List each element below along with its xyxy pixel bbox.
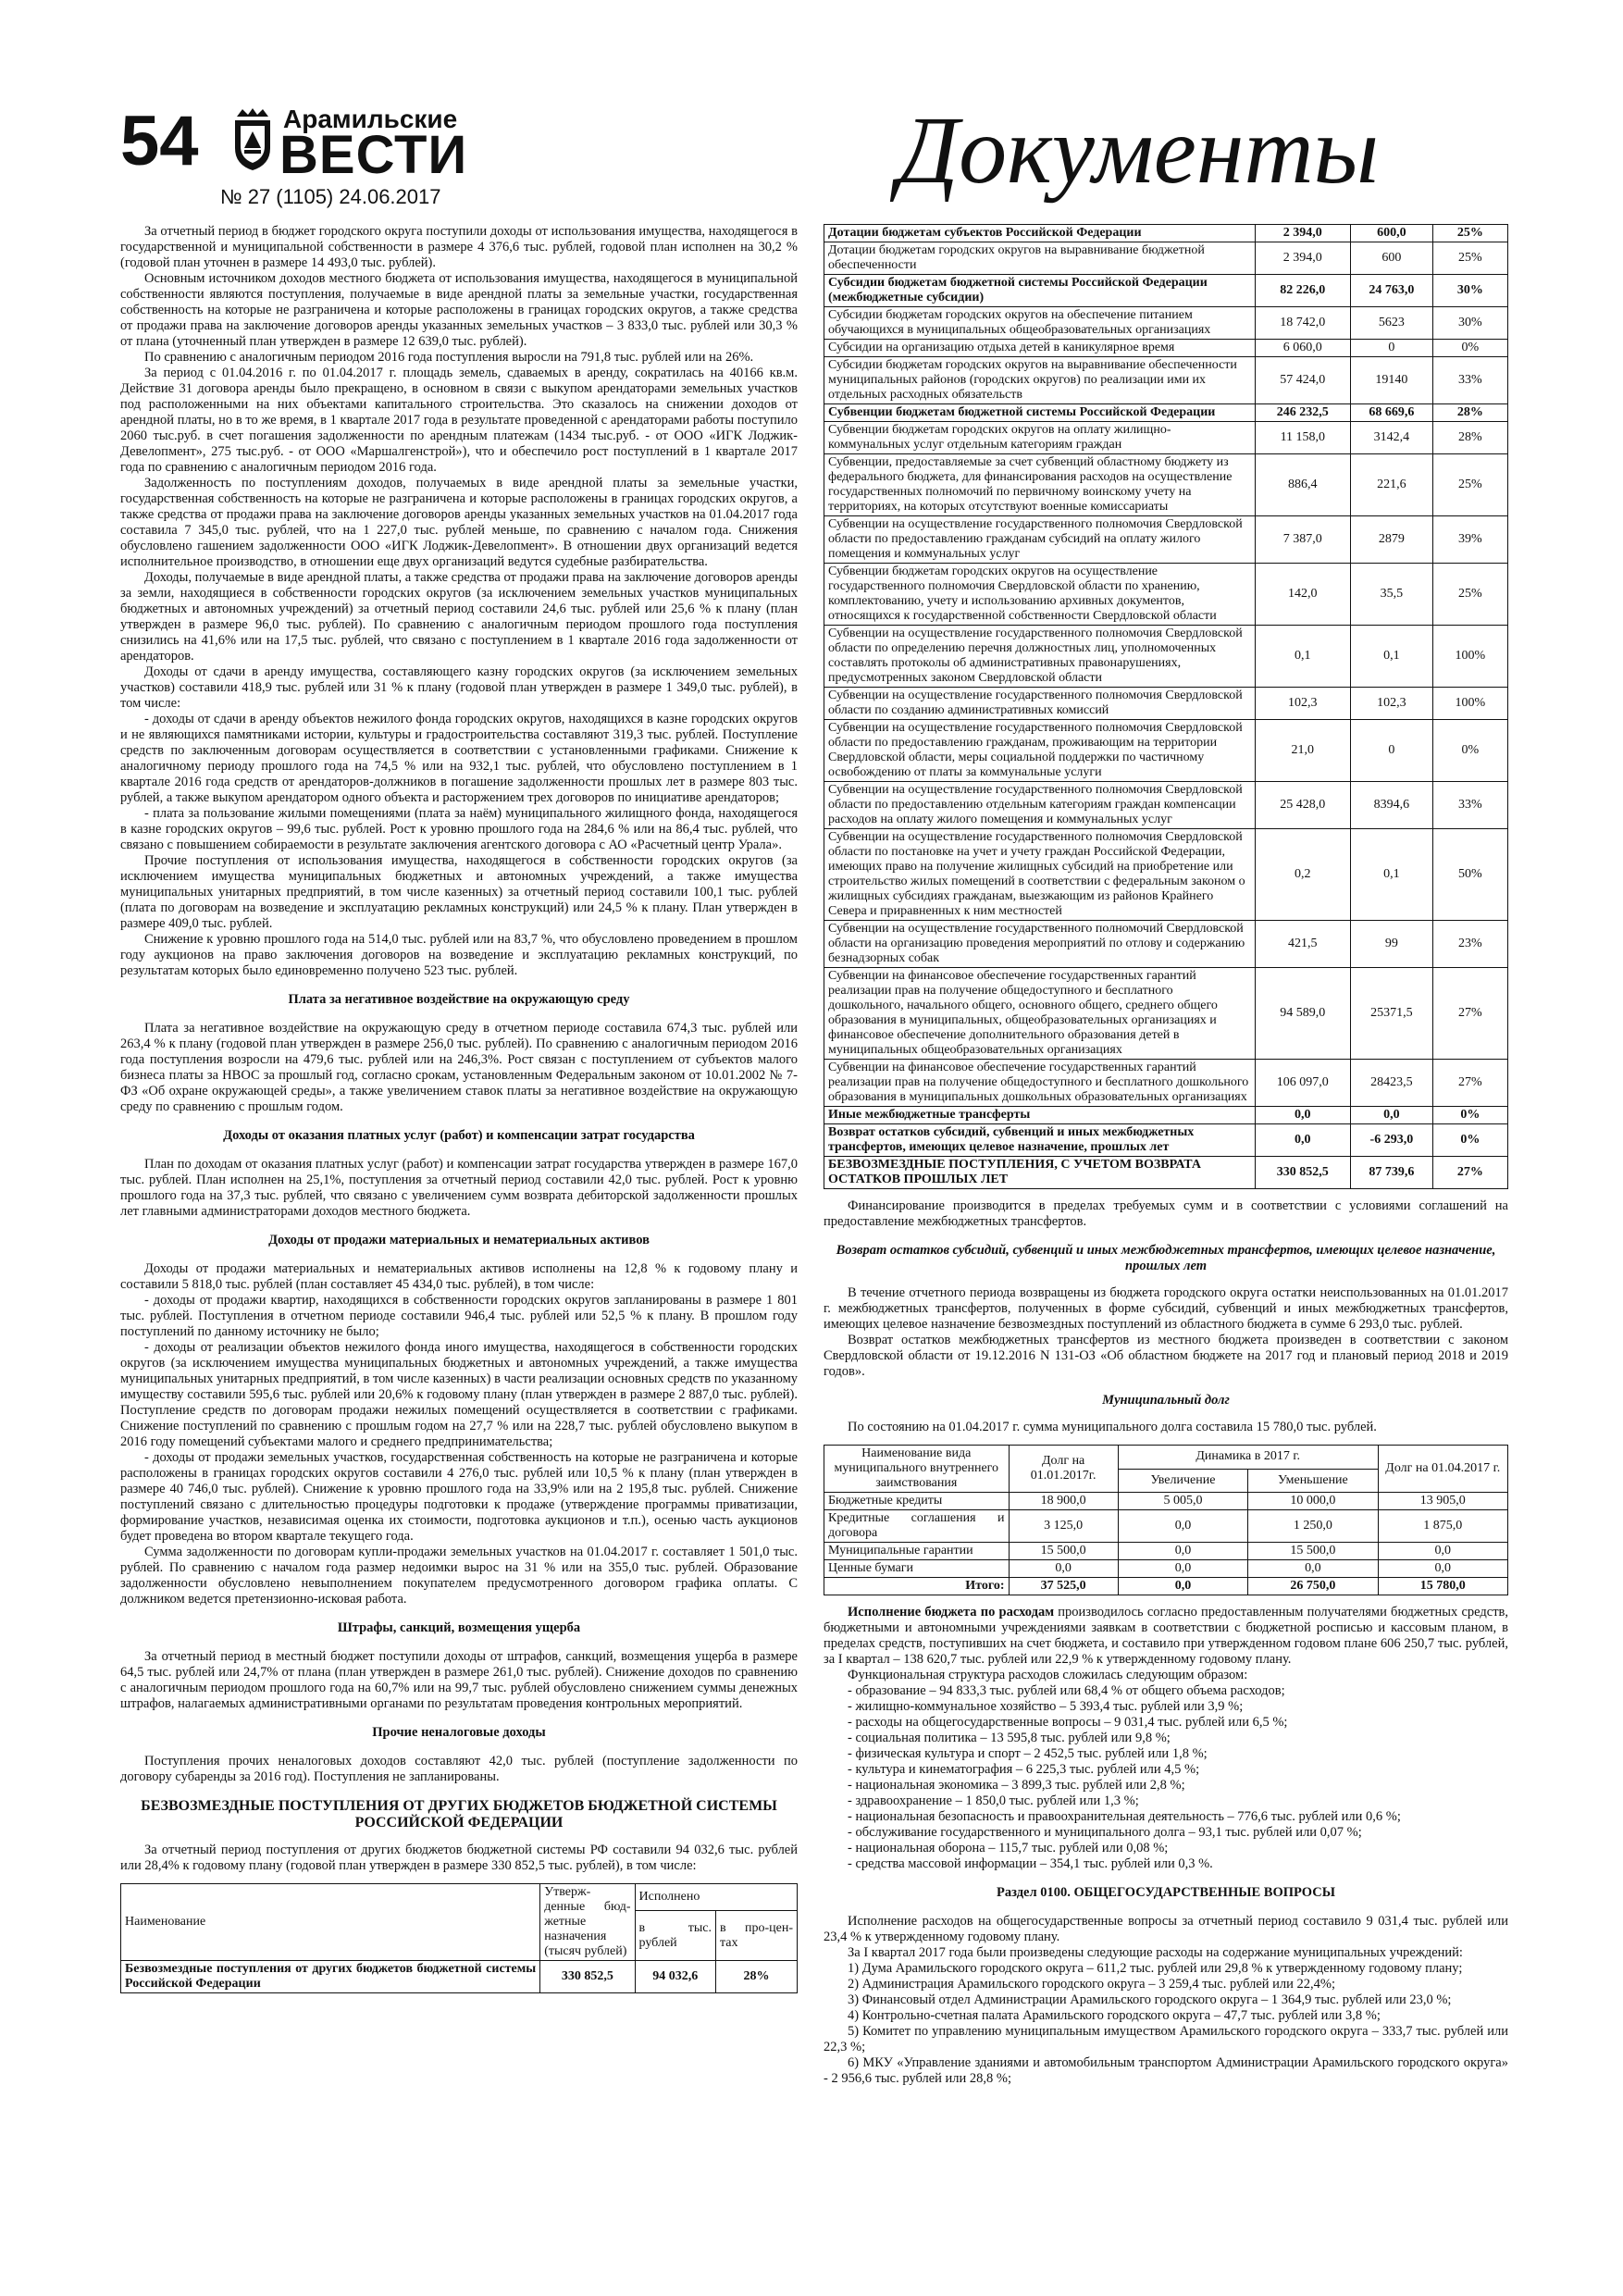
table-row bbox=[824, 422, 1508, 454]
cell-fact: 25371,5 bbox=[1351, 968, 1433, 1060]
paragraph: - плата за пользование жилыми помещениями (плата за наём) муниципального жилищного фонда, находящегося в казне городских округов – 99,6 тыс. рублей. Рост к уровню прошлого года на 284,6 % или на 86,4 тыс. рублей, что связано с повышением собираемости в результате заключения агентского договора с АО «Расчетный центр Урала». bbox=[120, 806, 798, 852]
cell-plan: 0,1 bbox=[1255, 626, 1350, 688]
cell-fact: 2879 bbox=[1351, 516, 1433, 564]
cell-pct: 25% bbox=[1432, 225, 1507, 242]
debt-table bbox=[824, 1445, 1508, 1595]
table-row bbox=[824, 516, 1508, 564]
cell-dec: 10 000,0 bbox=[1248, 1493, 1378, 1510]
th-name: Наименование bbox=[121, 1884, 540, 1961]
cell-dec: 15 500,0 bbox=[1248, 1543, 1378, 1560]
paragraph: 3) Финансовый отдел Администрации Арамильского городского округа – 1 364,9 тыс. рублей или 23,0 %; bbox=[848, 1992, 1452, 2007]
paragraph: План по доходам от оказания платных услуг (работ) и компенсации затрат государства утвержден в размере 167,0 тыс. рублей. План исполнен на 25,1%, поступления за отчетный период составили 42,0 тыс. рублей. Рост к уровню прошлого года на 37,3 тыс. рублей, что связано с увеличением сумм возврата дебиторской задолженности прошлых лет главными администраторами доходов местного бюджета. bbox=[120, 1157, 798, 1219]
cell-name: Бюджетные кредиты bbox=[824, 1493, 1010, 1510]
cell-name: Кредитные соглашения и договора bbox=[824, 1510, 1010, 1543]
cell-plan: 246 232,5 bbox=[1255, 404, 1350, 422]
cell-pct: 100% bbox=[1432, 626, 1507, 688]
cell-plan: 7 387,0 bbox=[1255, 516, 1350, 564]
cell-fact: 28423,5 bbox=[1351, 1060, 1433, 1107]
table-row bbox=[824, 225, 1508, 242]
cell-end: 13 905,0 bbox=[1378, 1493, 1507, 1510]
table-row bbox=[824, 968, 1508, 1060]
exec-lead: Исполнение бюджета по расходам bbox=[848, 1605, 1055, 1620]
cell-end: 0,0 bbox=[1378, 1560, 1507, 1578]
paragraph: - физическая культура и спорт – 2 452,5 тыс. рублей или 1,8 %; bbox=[848, 1746, 1208, 1761]
page-header bbox=[120, 97, 1508, 211]
cell-fact: 99 bbox=[1351, 921, 1433, 968]
paragraph: - доходы от сдачи в аренду объектов нежилого фонда городских округов, находящихся в казне городских округов и не являющихся памятниками истории, культуры и градостроительства составляют 319,3 тыс. рублей. Поступление средств по заключенным договорам осуществляется в соответствии с установленными графиками. Снижение к аналогичному периоду прошлого года на 74,5 % или на 932,1 тыс. рублей, что обусловлено поступлением в 1 квартале 2016 года средств от арендаторов-должников в погашение задолженности прошлых лет в размере 803 тыс. рублей, а также выкупом арендатором одного объекта и расторжением трех договоров по инициативе арендаторов; bbox=[120, 712, 798, 805]
th-debt-dyn: Динамика в 2017 г. bbox=[1118, 1446, 1378, 1470]
grants-table bbox=[824, 224, 1508, 1189]
table-row bbox=[824, 921, 1508, 968]
paragraph: - расходы на общегосударственные вопросы – 9 031,4 тыс. рублей или 6,5 %; bbox=[848, 1715, 1288, 1730]
cell-pct: 0% bbox=[1432, 1124, 1507, 1157]
cell-name: Итого: bbox=[824, 1578, 1010, 1595]
cell-name: Муниципальные гарантии bbox=[824, 1543, 1010, 1560]
cell-pct: 100% bbox=[1432, 688, 1507, 720]
table-row bbox=[824, 1157, 1508, 1189]
paragraph: Исполнение расходов на общегосударственные вопросы за отчетный период составило 9 031,4 тыс. рублей или 23,4 % к утвержденному годовому плану. bbox=[824, 1914, 1508, 1944]
cell-plan: 18 742,0 bbox=[1255, 307, 1350, 340]
paragraph: - социальная политика – 13 595,8 тыс. рублей или 9,8 %; bbox=[848, 1731, 1171, 1745]
paragraph: - доходы от продажи квартир, находящихся в собственности городских округов запланированы в размере 1 801 тыс. рублей. Поступления в отчетном периоде составили 946,4 тыс. рублей или 52,5 % к плану. В прошлом году поступлений по данному источнику не было; bbox=[120, 1293, 798, 1339]
cell-plan: 0,2 bbox=[1255, 829, 1350, 921]
table-row bbox=[824, 242, 1508, 275]
cell-plan: 330 852,5 bbox=[1255, 1157, 1350, 1189]
cell-fact: -6 293,0 bbox=[1351, 1124, 1433, 1157]
paragraph: 1) Дума Арамильского городского округа – 611,2 тыс. рублей или 29,8 % к утвержденному годовому плану; bbox=[848, 1961, 1463, 1976]
cell-inc: 0,0 bbox=[1118, 1560, 1247, 1578]
table-row bbox=[824, 829, 1508, 921]
cell-pct: 25% bbox=[1432, 242, 1507, 275]
cell-name: Субвенции бюджетам бюджетной системы Российской Федерации bbox=[824, 404, 1256, 422]
cell-plan: 142,0 bbox=[1255, 564, 1350, 626]
cell-pct: 28% bbox=[715, 1961, 797, 1993]
cell-name: Субвенции, предоставляемые за счет субвенций областному бюджету из федерального бюджета, для финансирования расходов на осуществление государственных полномочий по первичному воинскому учету на территориях, на которых отсутствуют военные комиссариаты bbox=[824, 454, 1256, 516]
cell-rub: 94 032,6 bbox=[635, 1961, 715, 1993]
paragraphs-paid-services bbox=[120, 1157, 798, 1220]
cell-dec: 0,0 bbox=[1248, 1560, 1378, 1578]
cell-plan: 886,4 bbox=[1255, 454, 1350, 516]
table-row bbox=[824, 357, 1508, 404]
paragraph: Доходы от продажи материальных и нематериальных активов исполнены на 12,8 % к годовому плану и составили 5 818,0 тыс. рублей (план составляет 45 434,0 тыс. рублей), в том числе: bbox=[120, 1261, 798, 1292]
cell-name: Возврат остатков субсидий, субвенций и иных межбюджетных трансфертов, имеющих целевое назначение, прошлых лет bbox=[824, 1124, 1256, 1157]
cell-name: Субвенции на осуществление государственного полномочия Свердловской области по предоставлению гражданам, проживающим на территории Свердловской области, меры социальной поддержки по частичному освобождению от платы за коммунальные услуги bbox=[824, 720, 1256, 782]
cell-start: 18 900,0 bbox=[1009, 1493, 1118, 1510]
cell-end: 15 780,0 bbox=[1378, 1578, 1507, 1595]
table-row bbox=[824, 275, 1508, 307]
paragraphs-transfers bbox=[120, 1843, 798, 1874]
cell-pct: 27% bbox=[1432, 968, 1507, 1060]
left-column bbox=[120, 224, 798, 1993]
table-row bbox=[824, 340, 1508, 357]
paragraph: За I квартал 2017 года были произведены следующие расходы на содержание муниципальных учреждений: bbox=[848, 1945, 1463, 1960]
paragraph: За отчетный период в местный бюджет поступили доходы от штрафов, санкций, возмещения ущерба в размере 64,5 тыс. рублей или 24,7% от плана (план утвержден в размере 261,0 тыс. рублей). Снижение доходов по сравнению с аналогичным периодом прошлого года на 60,7% или на 99,7 тыс. рублей обусловлено снижением суммы денежных штрафов, налагаемых административными органами по результатам проведения контрольных мероприятий. bbox=[120, 1649, 798, 1711]
paragraphs-section-0100 bbox=[824, 1914, 1508, 2087]
cell-pct: 25% bbox=[1432, 454, 1507, 516]
cell-plan: 2 394,0 bbox=[1255, 242, 1350, 275]
table-row bbox=[824, 1493, 1508, 1510]
paragraphs-other-income bbox=[120, 1754, 798, 1785]
brand-bottom: ВЕСТИ bbox=[279, 125, 468, 185]
cell-pct: 30% bbox=[1432, 275, 1507, 307]
paragraph: Прочие поступления от использования имущества, находящегося в собственности городских округов (за исключением имущества муниципальных бюджетных и автономных учреждений, а также имущества муниципальных унитарных предприятий, в том числе казенных) за отчетный период составили 100,1 тыс. рублей (плата по договорам на возведение и эксплуатацию рекламных конструкций) или 24,5 % к плану. План утвержден в размере 409,0 тыс. рублей. bbox=[120, 853, 798, 931]
heading-fines: Штрафы, санкций, возмещения ущерба bbox=[337, 1620, 581, 1635]
section-title: Документы bbox=[897, 97, 1380, 204]
heading-asset-sales: Доходы от продажи материальных и нематериальных активов bbox=[268, 1233, 650, 1247]
cell-name: Субвенции на осуществление государственного полномочия Свердловской области по постановке на учет и учету граждан Российской Федерации, имеющих право на получение жилищных субсидий на приобретение или строительство жилых помещений в соответствии с федеральным законом о жилищных субсидиях гражданам, выезжающим из районов Крайнего Севера и приравненных к ним местностей bbox=[824, 829, 1256, 921]
cell-pct: 28% bbox=[1432, 422, 1507, 454]
cell-name: Субсидии на организацию отдыха детей в каникулярное время bbox=[824, 340, 1256, 357]
paragraph: - национальная экономика – 3 899,3 тыс. рублей или 2,8 %; bbox=[848, 1778, 1185, 1793]
paragraph: 2) Администрация Арамильского городского округа – 3 259,4 тыс. рублей или 22,4%; bbox=[848, 1977, 1336, 1992]
cell-fact: 19140 bbox=[1351, 357, 1433, 404]
th-rub: в тыс. рублей bbox=[635, 1911, 715, 1961]
paragraph: В течение отчетного периода возвращены из бюджета городского округа остатки неиспользованных на 01.01.2017 г. межбюджетных трансфертов, полученных в форме субсидий, субвенций и иных межбюджетных трансфертов, имеющих целевое назначение безвозмездных поступлений из областного бюджета в сумме 6 293,0 тыс. рублей. bbox=[824, 1285, 1508, 1332]
cell-pct: 25% bbox=[1432, 564, 1507, 626]
table-row bbox=[824, 404, 1508, 422]
cell-pct: 30% bbox=[1432, 307, 1507, 340]
cell-fact: 0,0 bbox=[1351, 1107, 1433, 1124]
cell-fact: 221,6 bbox=[1351, 454, 1433, 516]
paragraph: - национальная оборона – 115,7 тыс. рублей или 0,08 %; bbox=[848, 1841, 1169, 1855]
heading-section-0100: Раздел 0100. ОБЩЕГОСУДАРСТВЕННЫЕ ВОПРОСЫ bbox=[997, 1885, 1335, 1900]
cell-pct: 23% bbox=[1432, 921, 1507, 968]
cell-plan: 421,5 bbox=[1255, 921, 1350, 968]
th-debt-inc: Увеличение bbox=[1118, 1469, 1247, 1493]
th-debt-name: Наименование вида муниципального внутреннего заимствования bbox=[824, 1446, 1010, 1493]
th-plan: Утверж-денные бюд-жетные назначения (тысяч рублей) bbox=[540, 1884, 635, 1961]
paragraph-financing: Финансирование производится в пределах требуемых сумм и в соответствии с условиями соглашений на предоставление межбюджетных трансфертов. bbox=[824, 1198, 1508, 1229]
page-number: 54 bbox=[120, 102, 199, 180]
th-debt-end: Долг на 01.04.2017 г. bbox=[1378, 1446, 1507, 1493]
cell-name: Субвенции на осуществление государственного полномочия Свердловской области по предоставлению гражданам субсидий на оплату жилого помещения и коммунальных услуг bbox=[824, 516, 1256, 564]
table-row bbox=[824, 1060, 1508, 1107]
cell-end: 0,0 bbox=[1378, 1543, 1507, 1560]
cell-name: Субсидии бюджетам городских округов на обеспечение питанием обучающихся в муниципальных общеобразовательных организациях bbox=[824, 307, 1256, 340]
cell-name: Субвенции бюджетам городских округов на оплату жилищно-коммунальных услуг отдельным категориям граждан bbox=[824, 422, 1256, 454]
table-row bbox=[824, 1107, 1508, 1124]
cell-plan: 102,3 bbox=[1255, 688, 1350, 720]
heading-transfers: БЕЗВОЗМЕЗДНЫЕ ПОСТУПЛЕНИЯ ОТ ДРУГИХ БЮДЖЕТОВ БЮДЖЕТНОЙ СИСТЕМЫ РОССИЙСКОЙ ФЕДЕРАЦИИ bbox=[141, 1798, 777, 1831]
cell-name: Субсидии бюджетам бюджетной системы Российской Федерации (межбюджетные субсидии) bbox=[824, 275, 1256, 307]
paragraph: - здравоохранение – 1 850,0 тыс. рублей или 1,3 %; bbox=[848, 1793, 1139, 1808]
cell-name: Иные межбюджетные трансферты bbox=[824, 1107, 1256, 1124]
table-row bbox=[824, 1124, 1508, 1157]
cell-pct: 0% bbox=[1432, 1107, 1507, 1124]
cell-pct: 0% bbox=[1432, 340, 1507, 357]
paragraph: По сравнению с аналогичным периодом 2016 года поступления выросли на 791,8 тыс. рублей или на 26%. bbox=[144, 350, 754, 365]
paragraph: - доходы от реализации объектов нежилого фонда иного имущества, находящегося в собственности городских округов (за исключением имущества муниципальных бюджетных и автономных учреждений, а также имущества муниципальных унитарных предприятий, в том числе казенных) в части реализации основных средств по указанному имуществу составили 595,6 тыс. рублей или 20,6% к годовому плану (план утвержден в размере 2 887,0 тыс. рублей). Поступление средств по договорам продажи нежилых помещений осуществляется в соответствии с графиками. Снижение поступлений по сравнению с прошлым годом на 27,7 % или на 228,7 тыс. рублей обусловлено выкупом в 2016 году помещений субъектами малого и среднего предпринимательства; bbox=[120, 1340, 799, 1449]
cell-name: Ценные бумаги bbox=[824, 1560, 1010, 1578]
cell-plan: 21,0 bbox=[1255, 720, 1350, 782]
cell-plan: 6 060,0 bbox=[1255, 340, 1350, 357]
th-debt-dec: Уменьшение bbox=[1248, 1469, 1378, 1493]
paragraph: Сумма задолженности по договорам купли-продажи земельных участков на 01.04.2017 г. составляет 1 501,0 тыс. рублей. По сравнению с началом года размер недоимки вырос на 31 % или на 355,0 тыс. рублей. Образование задолженности обусловлено невыполнением покупателем предусмотренного договором графика оплаты. С должником ведется претензионно-исковая работа. bbox=[120, 1545, 798, 1607]
paragraph-debt: По состоянию на 01.04.2017 г. сумма муниципального долга составила 15 780,0 тыс. рублей. bbox=[848, 1420, 1377, 1434]
cell-pct: 39% bbox=[1432, 516, 1507, 564]
cell-name: Субвенции на финансовое обеспечение государственных гарантий реализации прав на получение общедоступного и бесплатного дошкольного, начального общего, основного общего, среднего общего образования в муниципальных, общеобразовательных организациях и финансовое обеспечение дополнительного образования детей в муниципальных общеобразовательных организациях bbox=[824, 968, 1256, 1060]
paragraph-exec bbox=[824, 1605, 1508, 1668]
cell-fact: 24 763,0 bbox=[1351, 275, 1433, 307]
paragraphs-asset-sales bbox=[120, 1261, 798, 1607]
structure-list bbox=[824, 1683, 1508, 1872]
cell-fact: 35,5 bbox=[1351, 564, 1433, 626]
paragraph: 5) Комитет по управлению муниципальным имуществом Арамильского городского округа – 333,7 тыс. рублей или 22,3 %; bbox=[824, 2024, 1508, 2054]
heading-debt: Муниципальный долг bbox=[1102, 1393, 1230, 1408]
right-column bbox=[824, 224, 1508, 2087]
cell-fact: 8394,6 bbox=[1351, 782, 1433, 829]
paragraph: Основным источником доходов местного бюджета от использования имущества, находящегося в муниципальной собственности являются поступления, получаемые в виде арендной платы за земельные участки, государственная собственность на которые не разграничена и которые расположены в границах городских округов, а также средства от продажи права на заключение договоров аренды указанных земельных участков – 3 833,0 тыс. рублей или 30,3 % от плана (уточненный план утвержден в размере 12 639,0 тыс. рублей). bbox=[120, 271, 798, 349]
paragraph: Задолженность по поступлениям доходов, получаемых в виде арендной платы за земельные участки, государственная собственность на которые не разграничена и которые расположены в границах городских округов, а также средства от продажи права на заключение договоров аренды указанных земельных участков на 01.04.2017 года составила 7 345,0 тыс. рублей, что на 1 227,0 тыс. рублей меньше, по сравнению с началом года. Снижения обусловлено гашением задолженности ООО «ИГК Лоджик-Девелопмент». В отношении двух организаций ведется исполнительное производство, в отношении еще двух организаций ведутся судебные разбирательства. bbox=[120, 476, 798, 569]
cell-start: 0,0 bbox=[1009, 1560, 1118, 1578]
table-row bbox=[824, 1578, 1508, 1595]
paragraph: Доходы от сдачи в аренду имущества, составляющего казну городских округов (за исключением земельных участков) составили 418,9 тыс. рублей или 31 % к плану (годовой план утвержден в размере 1 349,0 тыс. рублей), в том числе: bbox=[120, 664, 798, 711]
table-row bbox=[824, 688, 1508, 720]
cell-start: 15 500,0 bbox=[1009, 1543, 1118, 1560]
paragraph: - культура и кинематография – 6 225,3 тыс. рублей или 4,5 %; bbox=[848, 1762, 1200, 1777]
paragraph: - доходы от продажи земельных участков, государственная собственность на которые не разграничена и которые расположены в границах городских округов составили 4 276,0 тыс. рублей или 10,5 % к плану (план утвержден в размере 40 746,0 тыс. рублей). Снижение к уровню прошлого года на 33,9% или на 2 195,8 тыс. рублей. Снижение поступлений связано с длительностью процедуры подготовки к продаже (утверждение программы приватизации, формирование участков, независимая оценка их стоимости, подготовка аукционов и т.п.), осенью часть аукционов будет проведена во втором квартале текущего года. bbox=[120, 1450, 798, 1544]
cell-pct: 33% bbox=[1432, 357, 1507, 404]
cell-name: Субсидии бюджетам городских округов на выравнивание обеспеченности муниципальных районов (городских округов) по реализации ими их отдельных расходных обязательств bbox=[824, 357, 1256, 404]
cell-plan: 57 424,0 bbox=[1255, 357, 1350, 404]
cell-start: 3 125,0 bbox=[1009, 1510, 1118, 1543]
heading-paid-services: Доходы от оказания платных услуг (работ) и компенсации затрат государства bbox=[223, 1128, 695, 1143]
cell-plan: 2 394,0 bbox=[1255, 225, 1350, 242]
cell-plan: 11 158,0 bbox=[1255, 422, 1350, 454]
paragraph-structure: Функциональная структура расходов сложилась следующим образом: bbox=[848, 1668, 1248, 1682]
cell-fact: 0,1 bbox=[1351, 829, 1433, 921]
paragraph: - жилищно-коммунальное хозяйство – 5 393,4 тыс. рублей или 3,9 %; bbox=[848, 1699, 1244, 1714]
cell-plan: 25 428,0 bbox=[1255, 782, 1350, 829]
cell-pct: 0% bbox=[1432, 720, 1507, 782]
table-row bbox=[824, 307, 1508, 340]
table-row bbox=[824, 1560, 1508, 1578]
cell-name: Дотации бюджетам субъектов Российской Федерации bbox=[824, 225, 1256, 242]
cell-pct: 50% bbox=[1432, 829, 1507, 921]
paragraph: Плата за негативное воздействие на окружающую среду в отчетном периоде составила 674,3 тыс. рублей или 263,4 % к плану (годовой план утвержден в размере 256,0 тыс. рублей). По сравнению с аналогичным периодом 2016 года поступления возросли на 479,6 тыс. рублей или на 246,3%. Рост связан с поступлением от субъектов малого бизнеса платы за НВОС за прошлый год, согласно срокам, установленным Федеральным законом от 10.01.2002 № 7-ФЗ «Об охране окружающей среды», а также увеличением ставок платы за негативное воздействие на окружающую среду по сравнению с прошлым годом. bbox=[120, 1021, 798, 1114]
cell-name: Субвенции бюджетам городских округов на осуществление государственного полномочия Свердловской области по хранению, комплектованию, учету и использованию архивных документов, относящихся к государственной собственности Свердловской области bbox=[824, 564, 1256, 626]
table-row bbox=[824, 782, 1508, 829]
brand-top: Арамильские bbox=[283, 105, 458, 133]
cell-pct: 33% bbox=[1432, 782, 1507, 829]
paragraph: - средства массовой информации – 354,1 тыс. рублей или 0,3 %. bbox=[848, 1856, 1213, 1871]
cell-end: 1 875,0 bbox=[1378, 1510, 1507, 1543]
paragraph: За отчетный период в бюджет городского округа поступили доходы от использования имущества, находящегося в государственной и муниципальной собственности в размере 4 376,6 тыс. рублей, годовой план исполнен на 30,2 % (годовой план уточнен в размере 14 493,0 тыс. рублей). bbox=[120, 224, 798, 270]
cell-plan: 0,0 bbox=[1255, 1107, 1350, 1124]
table-row bbox=[824, 720, 1508, 782]
paragraph: 6) МКУ «Управление зданиями и автомобильным транспортом Администрации Арамильского городского округа» - 2 956,6 тыс. рублей или 28,8 %; bbox=[824, 2055, 1508, 2086]
table-row bbox=[824, 1510, 1508, 1543]
cell-start: 37 525,0 bbox=[1009, 1578, 1118, 1595]
cell-name: Субвенции на осуществление государственного полномочия Свердловской области по созданию административных комиссий bbox=[824, 688, 1256, 720]
cell-fact: 600,0 bbox=[1351, 225, 1433, 242]
cell-plan: 82 226,0 bbox=[1255, 275, 1350, 307]
cell-dec: 26 750,0 bbox=[1248, 1578, 1378, 1595]
paragraph: За отчетный период поступления от других бюджетов бюджетной системы РФ составили 94 032,6 тыс. рублей или 28,4% к годовому плану (годовой план утвержден в размере 330 852,5 тыс. рублей), в том числе: bbox=[120, 1843, 798, 1873]
th-pct: в про-цен-тах bbox=[715, 1911, 797, 1961]
cell-dec: 1 250,0 bbox=[1248, 1510, 1378, 1543]
table-row bbox=[824, 1543, 1508, 1560]
paragraphs-income-property bbox=[120, 224, 798, 979]
table-row bbox=[824, 454, 1508, 516]
issue-info: № 27 (1105) 24.06.2017 bbox=[220, 185, 441, 208]
paragraph: - обслуживание государственного и муниципального долга – 93,1 тыс. рублей или 0,07 %; bbox=[848, 1825, 1362, 1840]
cell-name: Субвенции на финансовое обеспечение государственных гарантий реализации прав на получение общедоступного и бесплатного дошкольного образования в муниципальных дошкольных образовательных организациях bbox=[824, 1060, 1256, 1107]
exec-rest: производилось согласно предоставленным получателями бюджетных средств, бюджетными и автономными учреждениями заявкам в соответствии с бюджетной росписью и кассовым планом, в пределах средств, поступивших на счет бюджета, и составило при утвержденном годовом плане 606 250,7 тыс. рублей, за I квартал – 138 620,7 тыс. рублей или 22,9 % к утвержденному годовому плану. bbox=[824, 1605, 1509, 1667]
cell-inc: 0,0 bbox=[1118, 1543, 1247, 1560]
heading-negative-impact: Плата за негативное воздействие на окружающую среду bbox=[288, 992, 630, 1007]
cell-fact: 0 bbox=[1351, 720, 1433, 782]
cell-fact: 0,1 bbox=[1351, 626, 1433, 688]
table-row bbox=[824, 564, 1508, 626]
paragraph: Доходы, получаемые в виде арендной платы, а также средства от продажи права на заключение договоров аренды за земли, находящиеся в собственности городских округов (за исключением земельных участков муниципальных бюджетных и автономных учреждений) за отчетный период составили 24,6 тыс. рублей или 25,6 % к плану (план утвержден в размере 96,0 тыс. рублей). По сравнению с аналогичным периодом прошлого года поступления снизились на 41,6% или на 17,5 тыс. рублей, что связано с поступлением в 1 квартале 2016 года задолженности от арендаторов. bbox=[120, 570, 798, 664]
cell-fact: 0 bbox=[1351, 340, 1433, 357]
heading-other-income: Прочие неналоговые доходы bbox=[372, 1725, 546, 1740]
cell-inc: 5 005,0 bbox=[1118, 1493, 1247, 1510]
table-row bbox=[824, 626, 1508, 688]
transfers-summary-table bbox=[120, 1883, 798, 1993]
paragraph: 4) Контрольно-счетная палата Арамильского городского округа – 47,7 тыс. рублей или 3,8 %; bbox=[848, 2008, 1381, 2023]
paragraph: Снижение к уровню прошлого года на 514,0 тыс. рублей или на 83,7 %, что обусловлено проведением в прошлом году аукционов на право заключения договоров на возведение и эксплуатацию рекламных конструкций, по результатам которых было единовременно получено 523 тыс. рублей. bbox=[120, 932, 798, 978]
paragraph: Поступления прочих неналоговых доходов составляют 42,0 тыс. рублей (поступление задолженности по договору субаренды за 2016 год). Поступления не запланированы. bbox=[120, 1754, 798, 1784]
cell-pct: 27% bbox=[1432, 1157, 1507, 1189]
paragraphs-negative-impact bbox=[120, 1021, 798, 1115]
cell-fact: 102,3 bbox=[1351, 688, 1433, 720]
cell-name: Субвенции на осуществление государственного полномочий Свердловской области на организацию проведения мероприятий по отлову и содержанию безнадзорных собак bbox=[824, 921, 1256, 968]
cell-fact: 3142,4 bbox=[1351, 422, 1433, 454]
cell-pct: 28% bbox=[1432, 404, 1507, 422]
th-done: Исполнено bbox=[635, 1884, 797, 1911]
coat-of-arms-icon bbox=[229, 107, 276, 172]
paragraph: - национальная безопасность и правоохранительная деятельность – 776,6 тыс. рублей или 0,6 %; bbox=[848, 1809, 1401, 1824]
cell-fact: 600 bbox=[1351, 242, 1433, 275]
cell-name: БЕЗВОЗМЕЗДНЫЕ ПОСТУПЛЕНИЯ, С УЧЕТОМ ВОЗВРАТА ОСТАТКОВ ПРОШЛЫХ ЛЕТ bbox=[824, 1157, 1256, 1189]
cell-name: Субвенции на осуществление государственного полномочия Свердловской области по определению перечня должностных лиц, уполномоченных составлять протоколы об административных правонарушениях, предусмотренных законом Свердловской области bbox=[824, 626, 1256, 688]
cell-plan: 0,0 bbox=[1255, 1124, 1350, 1157]
cell-plan: 330 852,5 bbox=[540, 1961, 635, 1993]
paragraph: Возврат остатков межбюджетных трансфертов из местного бюджета произведен в соответствии с законом Свердловской области от 19.12.2016 N 131-ОЗ «Об областном бюджете на 2017 год и плановый период 2018 и 2019 годов». bbox=[824, 1333, 1508, 1379]
paragraphs-return bbox=[824, 1285, 1508, 1380]
cell-inc: 0,0 bbox=[1118, 1510, 1247, 1543]
cell-fact: 68 669,6 bbox=[1351, 404, 1433, 422]
cell-fact: 87 739,6 bbox=[1351, 1157, 1433, 1189]
cell-plan: 94 589,0 bbox=[1255, 968, 1350, 1060]
cell-pct: 27% bbox=[1432, 1060, 1507, 1107]
cell-name: Субвенции на осуществление государственного полномочия Свердловской области по предоставлению отдельным категориям граждан компенсации расходов на оплату жилого помещения и коммунальных услуг bbox=[824, 782, 1256, 829]
cell-name: Безвозмездные поступления от других бюджетов бюджетной системы Российской Федерации bbox=[121, 1961, 540, 1993]
paragraphs-fines bbox=[120, 1649, 798, 1712]
cell-fact: 5623 bbox=[1351, 307, 1433, 340]
heading-return: Возврат остатков субсидий, субвенций и иных межбюджетных трансфертов, имеющих целевое назначение, прошлых лет bbox=[836, 1243, 1496, 1273]
cell-plan: 106 097,0 bbox=[1255, 1060, 1350, 1107]
cell-name: Дотации бюджетам городских округов на выравнивание бюджетной обеспеченности bbox=[824, 242, 1256, 275]
cell-inc: 0,0 bbox=[1118, 1578, 1247, 1595]
paragraph: За период с 01.04.2016 г. по 01.04.2017 г. площадь земель, сдаваемых в аренду, сократилась на 40166 кв.м. Действие 31 договора аренды было прекращено, в основном в связи с выкупом арендаторами земельных участков под расположенными на них объектами капитального строительства. Это сказалось на снижении доходов от арендной платы, но в то же время, в 1 квартале 2017 года в результате проведенной с арендаторами работы поступило 2060 тыс.руб. в счет погашения задолженности по арендным платежам (1434 тыс.руб. - от ООО «ИГК Лоджик-Девелопмент», 275 тыс.руб. - от ООО «Маршалгенстрой»), что и обеспечило рост поступлений в 1 квартале 2017 года по сравнению с аналогичным периодом 2016 года. bbox=[120, 366, 798, 475]
paragraph: - образование – 94 833,3 тыс. рублей или 68,4 % от общего объема расходов; bbox=[848, 1683, 1285, 1698]
th-debt-start: Долг на 01.01.2017г. bbox=[1009, 1446, 1118, 1493]
